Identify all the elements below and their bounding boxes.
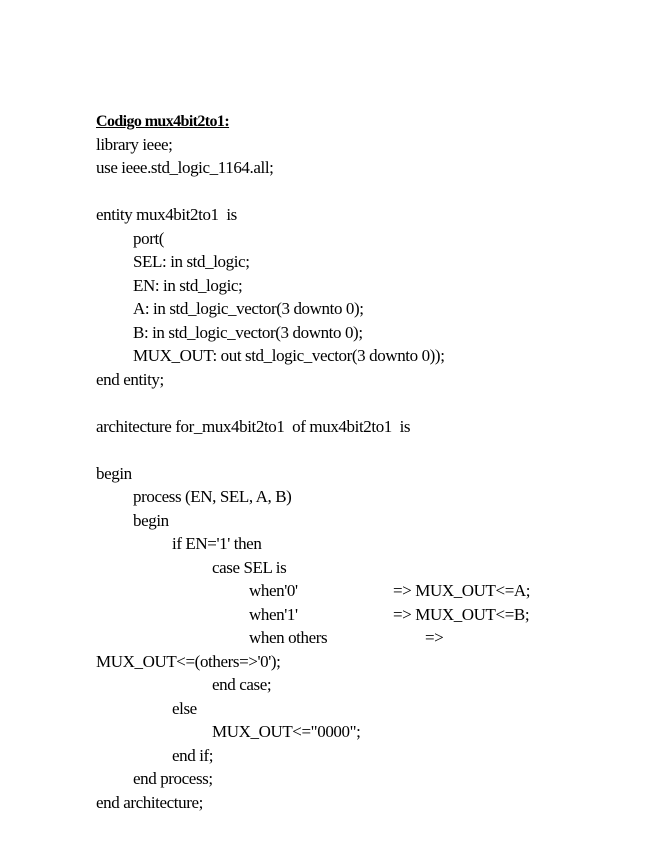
- code-line-end-process: end process;: [133, 769, 213, 788]
- code-line-use: use ieee.std_logic_1164.all;: [96, 158, 274, 177]
- code-line-en: EN: in std_logic;: [133, 276, 243, 295]
- code-line-else-assign: MUX_OUT<="0000";: [212, 722, 361, 741]
- code-line-when-1: when'1': [249, 605, 298, 624]
- code-line-library: library ieee;: [96, 135, 173, 154]
- code-line-when-0: when'0': [249, 581, 298, 600]
- code-line-else: else: [172, 699, 197, 718]
- code-line-if: if EN='1' then: [172, 534, 262, 553]
- code-line-end-architecture: end architecture;: [96, 793, 203, 812]
- code-line-sel: SEL: in std_logic;: [133, 252, 250, 271]
- code-line-when-others: when others: [249, 628, 328, 647]
- code-title: Codigo mux4bit2to1:: [96, 113, 230, 130]
- code-line-begin: begin: [96, 464, 132, 483]
- code-line-end-case: end case;: [212, 675, 272, 694]
- code-line-end-entity: end entity;: [96, 370, 164, 389]
- code-line-port: port(: [133, 229, 165, 248]
- code-line-when-0-assign: => MUX_OUT<=A;: [393, 581, 531, 600]
- code-line-mux-out-port: MUX_OUT: out std_logic_vector(3 downto 0));: [133, 346, 445, 365]
- code-line-entity: entity mux4bit2to1 is: [96, 205, 237, 224]
- code-line-process-begin: begin: [133, 511, 169, 530]
- code-line-when-others-arrow: =>: [425, 628, 444, 647]
- code-line-a: A: in std_logic_vector(3 downto 0);: [133, 299, 364, 318]
- code-line-end-if: end if;: [172, 746, 214, 765]
- code-line-b: B: in std_logic_vector(3 downto 0);: [133, 323, 363, 342]
- code-line-process: process (EN, SEL, A, B): [133, 487, 292, 506]
- code-line-when-1-assign: => MUX_OUT<=B;: [393, 605, 530, 624]
- code-line-others-assign: MUX_OUT<=(others=>'0');: [96, 652, 281, 671]
- code-line-case: case SEL is: [212, 558, 287, 577]
- code-line-architecture: architecture for_mux4bit2to1 of mux4bit2to1 is: [96, 417, 411, 436]
